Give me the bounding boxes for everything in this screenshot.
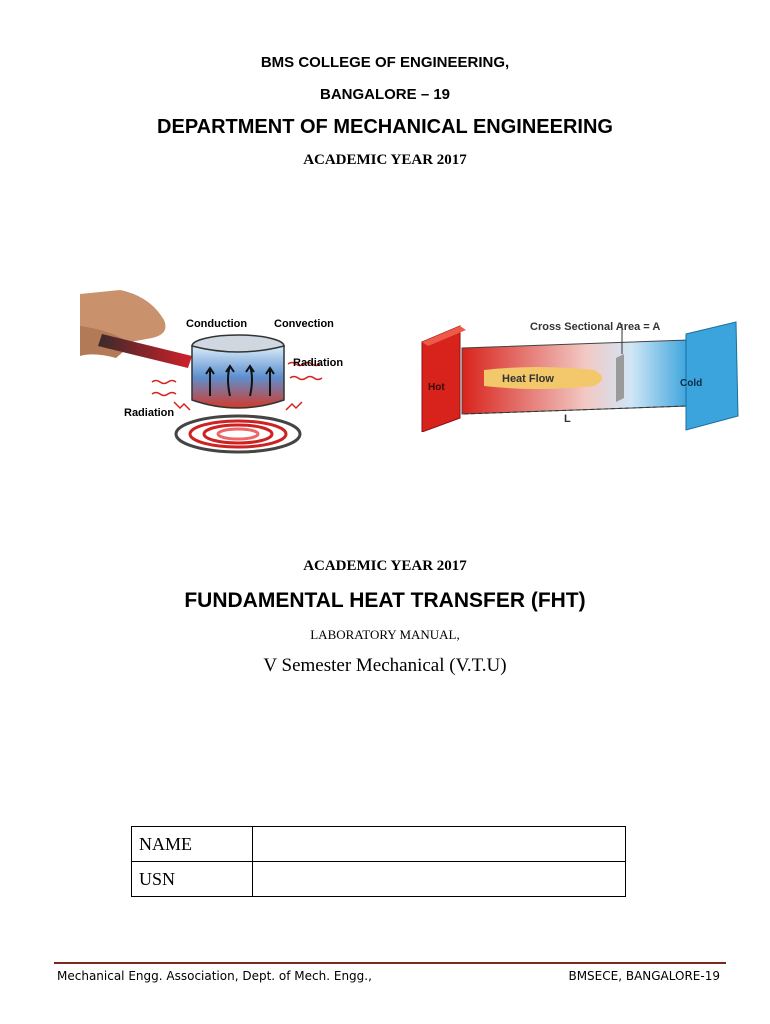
label-length: L	[564, 413, 571, 425]
footer-right-text: BMSECE, BANGALORE-19	[568, 969, 720, 983]
department-title: DEPARTMENT OF MECHANICAL ENGINEERING	[157, 116, 613, 138]
cold-block	[686, 322, 738, 430]
footer-rule	[54, 962, 726, 964]
label-convection: Convection	[274, 318, 334, 330]
label-radiation-left: Radiation	[124, 407, 175, 419]
label-conduction: Conduction	[186, 318, 248, 330]
burner-coil	[176, 416, 300, 452]
college-name: BMS COLLEGE OF ENGINEERING,	[260, 54, 510, 71]
label-cold: Cold	[680, 378, 703, 389]
manual-subtitle: LABORATORY MANUAL,	[310, 627, 460, 642]
semester-label: V Semester Mechanical (V.T.U)	[263, 655, 507, 676]
manual-title: FUNDAMENTAL HEAT TRANSFER (FHT)	[184, 589, 586, 612]
name-field[interactable]	[253, 827, 626, 862]
footer-left-text: Mechanical Engg. Association, Dept. of Mech. Engg.,	[57, 969, 372, 983]
usn-label: USN	[132, 862, 253, 897]
name-label: NAME	[132, 827, 253, 862]
label-cross-section: Cross Sectional Area = A	[530, 321, 661, 333]
college-city: BANGALORE – 19	[319, 86, 451, 103]
student-details-table	[131, 826, 626, 897]
academic-year: ACADEMIC YEAR 2017	[303, 558, 467, 574]
academic-year-top: ACADEMIC YEAR 2017	[303, 152, 467, 168]
usn-row	[132, 862, 626, 897]
label-heat-flow: Heat Flow	[502, 373, 554, 385]
label-hot: Hot	[428, 382, 445, 393]
usn-field[interactable]	[253, 862, 626, 897]
heat-transfer-modes-figure	[80, 286, 352, 456]
conduction-bar-figure	[418, 312, 744, 432]
name-row	[132, 827, 626, 862]
label-radiation-right: Radiation	[293, 357, 344, 369]
